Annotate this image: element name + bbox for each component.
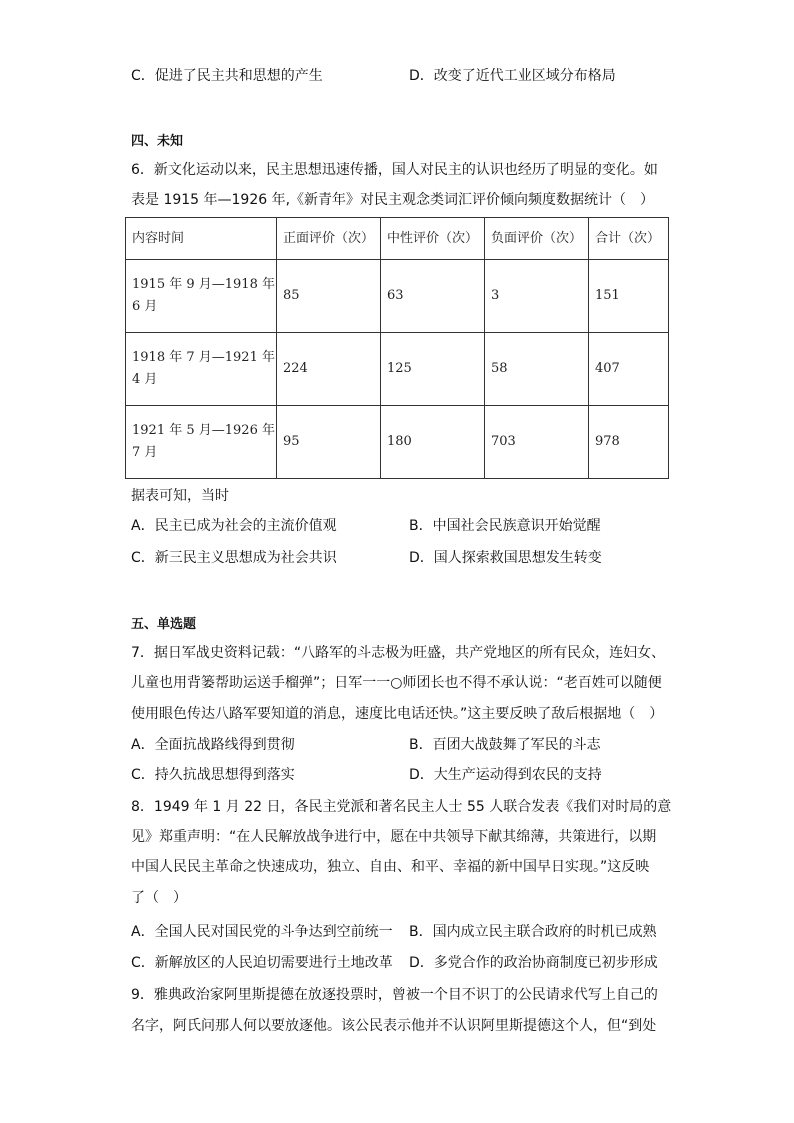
q8-stem-line-2: 见》郑重声明：“在人民解放战争进行中，愿在中共领导下献其绵薄，共策进行，以期 xyxy=(131,829,657,845)
cell-neutral: 180 xyxy=(381,406,485,479)
q7-option-d: D．大生产运动得到农民的支持 xyxy=(409,767,602,783)
period-line-1: 1915 年 9 月—1918 年 xyxy=(132,277,275,292)
header-negative: 负面评价（次） xyxy=(485,218,589,260)
q7-stem-line-3: 使用眼色传达八路军要知道的消息，速度比电话还快。”这主要反映了敌后根据地（ ） xyxy=(131,706,664,722)
cell-period xyxy=(126,406,277,479)
q7-option-c: C．持久抗战思想得到落实 xyxy=(131,767,295,783)
cell-neutral: 125 xyxy=(381,333,485,406)
cell-positive: 95 xyxy=(277,406,381,479)
period-line-2: 4 月 xyxy=(132,372,158,387)
cell-total: 978 xyxy=(589,406,669,479)
cell-positive: 224 xyxy=(277,333,381,406)
cell-total: 407 xyxy=(589,333,669,406)
q5-option-d: D．改变了近代工业区域分布格局 xyxy=(409,68,616,84)
period-line-1: 1918 年 7 月—1921 年 xyxy=(132,350,275,365)
header-period: 内容时间 xyxy=(126,218,277,260)
q7-option-a: A．全面抗战路线得到贯彻 xyxy=(131,737,295,753)
q9-stem-line-2: 名字，阿氏问那人何以要放逐他。该公民表示他并不认识阿里斯提德这个人，但“到处 xyxy=(131,1018,657,1034)
cell-period xyxy=(126,333,277,406)
q8-stem-line-1: 8．1949 年 1 月 22 日，各民主党派和著名民主人士 55 人联合发表《我们对时局的意 xyxy=(131,799,672,815)
header-total: 合计（次） xyxy=(589,218,669,260)
period-line-1: 1921 年 5 月—1926 年 xyxy=(132,423,275,438)
period-line-2: 7 月 xyxy=(132,445,158,460)
section-heading-five: 五、单选题 xyxy=(131,617,197,632)
cell-negative: 3 xyxy=(485,260,589,333)
q6-option-a: A．民主已成为社会的主流价值观 xyxy=(131,518,337,534)
q6-stem-line-2: 表是 1915 年—1926 年,《新青年》对民主观念类词汇评价倾向频度数据统计（ ） xyxy=(131,192,655,208)
cell-period xyxy=(126,260,277,333)
q7-option-b: B．百团大战鼓舞了军民的斗志 xyxy=(409,737,601,753)
cell-neutral: 63 xyxy=(381,260,485,333)
q6-data-table xyxy=(125,217,669,479)
period-line-2: 6 月 xyxy=(132,299,158,314)
q6-option-b: B．中国社会民族意识开始觉醒 xyxy=(409,518,601,534)
cell-negative: 58 xyxy=(485,333,589,406)
q8-stem-line-4: 了（ ） xyxy=(131,890,187,906)
q6-after-table: 据表可知，当时 xyxy=(131,488,229,504)
q8-stem-line-3: 中国人民民主革命之快速成功，独立、自由、和平、幸福的新中国早日实现。”这反映 xyxy=(131,859,650,875)
table-row xyxy=(126,260,669,333)
q7-stem-line-2: 儿童也用背篓帮助运送手榴弹”；日军一一○师团长也不得不承认说：“老百姓可以随便 xyxy=(131,675,662,691)
q8-option-c: C．新解放区的人民迫切需要进行土地改革 xyxy=(131,955,393,971)
q8-option-d: D．多党合作的政治协商制度已初步形成 xyxy=(409,955,658,971)
q8-option-a: A．全国人民对国民党的斗争达到空前统一 xyxy=(131,924,393,940)
cell-positive: 85 xyxy=(277,260,381,333)
q9-stem-line-1: 9．雅典政治家阿里斯提德在放逐投票时，曾被一个目不识丁的公民请求代写上自己的 xyxy=(131,987,658,1003)
cell-negative: 703 xyxy=(485,406,589,479)
q6-option-c: C．新三民主义思想成为社会共识 xyxy=(131,550,337,566)
header-neutral: 中性评价（次） xyxy=(381,218,485,260)
q6-stem-line-1: 6．新文化运动以来，民主思想迅速传播，国人对民主的认识也经历了明显的变化。如 xyxy=(131,162,658,178)
q7-stem-line-1: 7．据日军战史资料记载：“八路军的斗志极为旺盛，共产党地区的所有民众，连妇女、 xyxy=(131,645,666,661)
q6-option-d: D．国人探索救国思想发生转变 xyxy=(409,550,602,566)
table-header-row xyxy=(126,218,669,260)
table-row xyxy=(126,406,669,479)
q8-option-b: B．国内成立民主联合政府的时机已成熟 xyxy=(409,924,657,940)
section-heading-four: 四、未知 xyxy=(131,134,184,149)
q5-option-c: C．促进了民主共和思想的产生 xyxy=(131,68,323,84)
cell-total: 151 xyxy=(589,260,669,333)
header-positive: 正面评价（次） xyxy=(277,218,381,260)
table-row xyxy=(126,333,669,406)
